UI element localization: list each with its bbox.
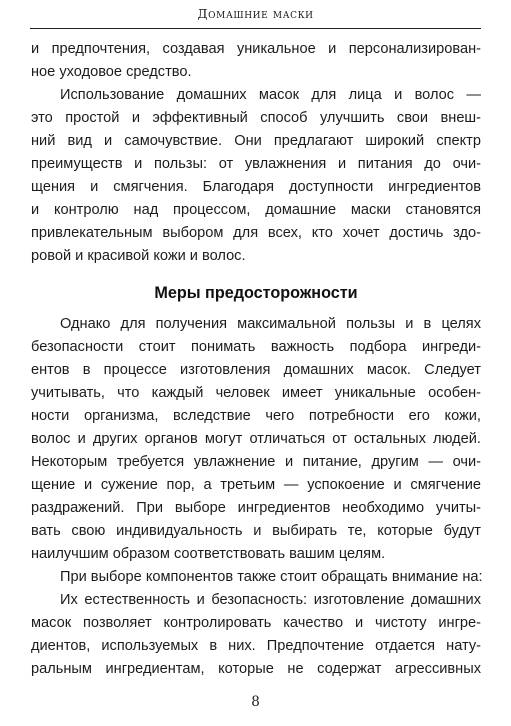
text-line: При выборе компонентов также стоит обращать внимание на: <box>60 569 483 585</box>
text-line: привлекательным выбором для всех, кто хочет достичь здо- <box>31 225 481 241</box>
text-line: вать свою индивидуальность и выбирать те, которые будут <box>31 523 481 539</box>
text-line: и предпочтения, создавая уникальное и персонализирован- <box>31 41 481 57</box>
text-line: ровой и красивой кожи и волос. <box>31 248 246 264</box>
text-line: учитывать, что каждый человек имеет уникальные особен- <box>31 385 481 401</box>
header-rule <box>30 28 481 29</box>
running-header-title: Домашние маски <box>197 6 314 21</box>
text-line: масок позволяет контролировать качество и чистоту ингре- <box>31 615 481 631</box>
text-line: безопасности стоит понимать важность подбора ингреди- <box>31 339 481 355</box>
text-line: и контролю над процессом, домашние маски становятся <box>31 202 481 218</box>
text-line: Некоторым требуется увлажнение и питание, другим — очи- <box>31 454 481 470</box>
text-line: Их естественность и безопасность: изготовление домашних <box>60 592 481 608</box>
text-line: наилучшим образом соответствовать вашим целям. <box>31 546 386 562</box>
page-number: 8 <box>251 694 260 710</box>
paragraph-continuation <box>31 38 481 84</box>
section-heading: Меры предосторожности <box>154 284 358 302</box>
text-line: щения и смягчения. Благодаря доступности ингредиентов <box>31 179 481 195</box>
text-line: преимуществ и пользы: от увлажнения и питания до очи- <box>31 156 481 172</box>
text-line: щение и сужение пор, а третьим — успокоение и смягчение <box>31 477 481 493</box>
paragraph <box>31 589 481 681</box>
text-line: раздражений. При выборе ингредиентов необходимо учиты- <box>31 500 481 516</box>
paragraph <box>31 313 481 566</box>
text-line: диентов, используемых в них. Предпочтение отдается нату- <box>31 638 481 654</box>
text-line: ральным ингредиентам, которые не содержат агрессивных <box>31 661 481 677</box>
page-body <box>31 38 481 681</box>
text-line: ное уходовое средство. <box>31 64 192 80</box>
text-line: ентов в процессе изготовления домашних масок. Следует <box>31 362 481 378</box>
paragraph <box>31 566 481 589</box>
paragraph <box>31 84 481 268</box>
text-line: это простой и эффективный способ улучшить свои внеш- <box>31 110 481 126</box>
text-line: ний вид и самочувствие. Они предлагают широкий спектр <box>31 133 481 149</box>
text-line: ности организма, вследствие чего потребности его кожи, <box>31 408 481 424</box>
text-line: волос и других органов могут отличаться от остальных людей. <box>31 431 481 447</box>
text-line: Однако для получения максимальной пользы и в целях <box>60 316 481 332</box>
text-line: Использование домашних масок для лица и волос — <box>60 87 481 103</box>
